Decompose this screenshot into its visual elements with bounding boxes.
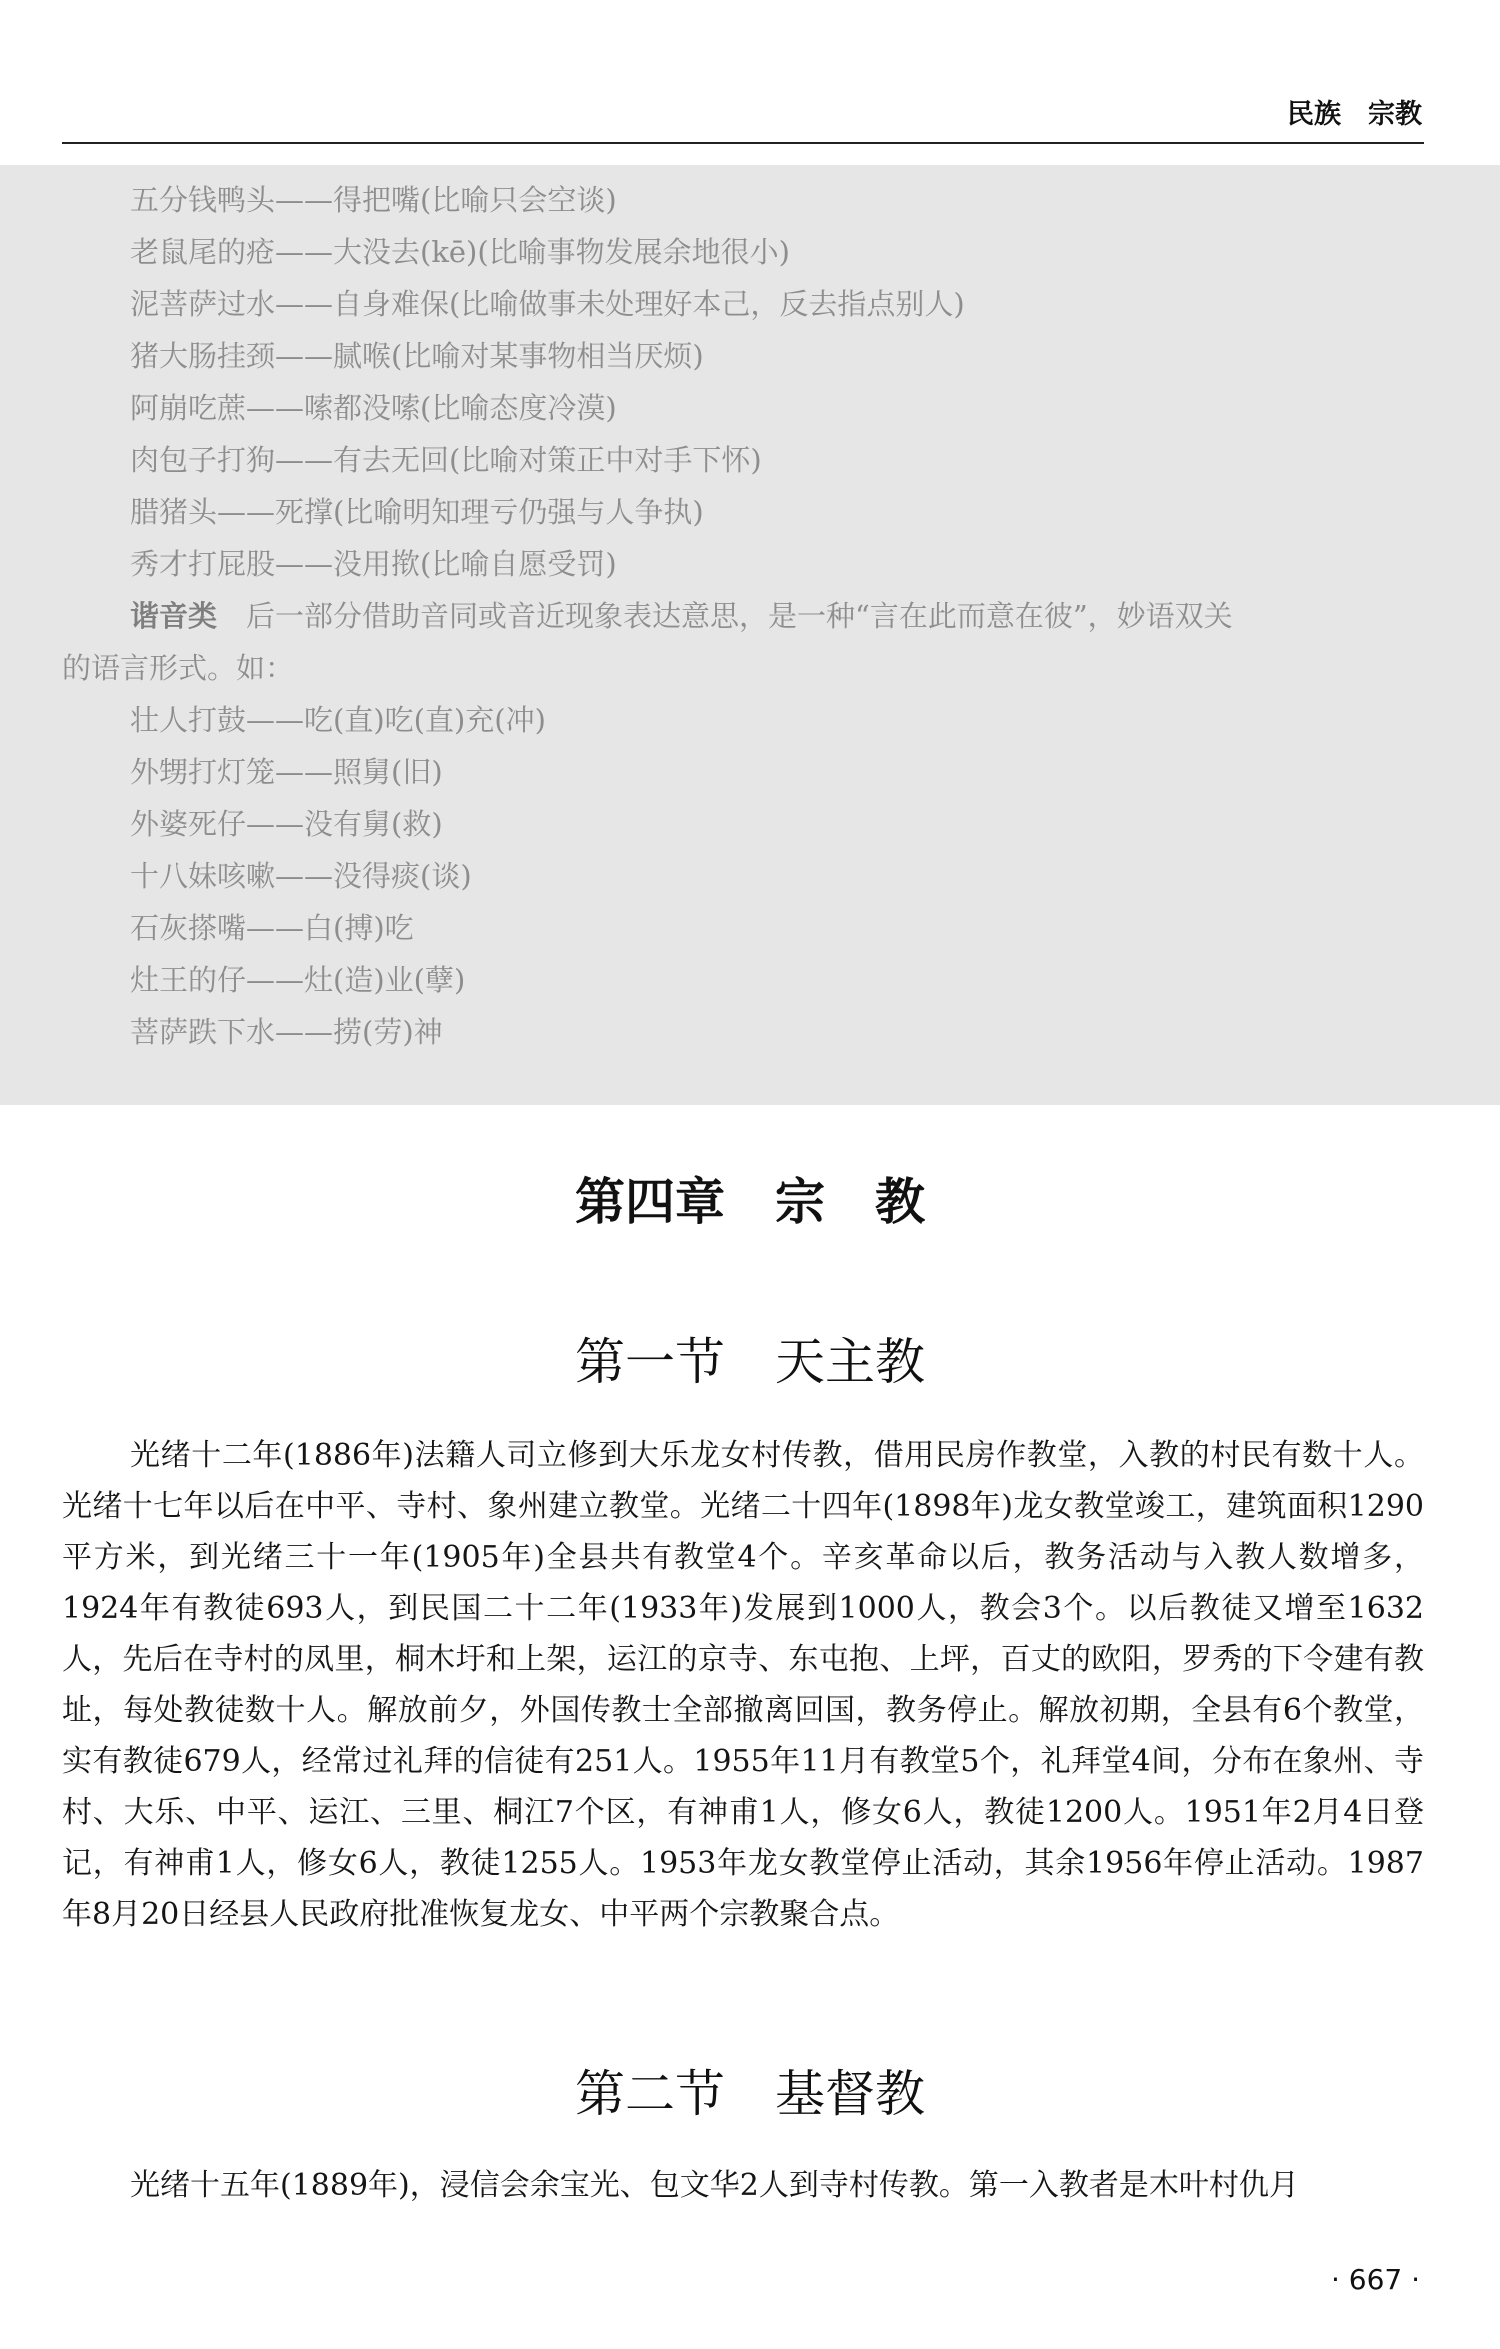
list-item: 菩萨跌下水——捞(劳)神	[130, 1015, 443, 1049]
homophone-intro	[62, 590, 1424, 642]
homophone-label: 谐音类	[130, 599, 218, 633]
list-item: 腊猪头——死撑(比喻明知理亏仍强与人争执)	[130, 495, 704, 529]
list-item: 十八妹咳嗽——没得痰(谈)	[130, 859, 472, 893]
list-item: 外甥打灯笼——照舅(旧)	[130, 755, 443, 789]
list-item: 肉包子打狗——有去无回(比喻对策正中对手下怀)	[130, 443, 762, 477]
list-item: 石灰搽嘴——白(搏)吃	[130, 911, 414, 945]
list-item: 老鼠尾的疮——大没去(kē)(比喻事物发展余地很小)	[130, 235, 790, 269]
list-item: 猪大肠挂颈——腻喉(比喻对某事物相当厌烦)	[130, 339, 704, 373]
paragraph-catholicism: 光绪十二年(1886年)法籍人司立修到大乐龙女村传教，借用民房作教堂，入教的村民有数十人。光绪十七年以后在中平、寺村、象州建立教堂。光绪二十四年(1898年)龙女教堂竣工，建筑面积1290平方米，到光绪三十一年(1905年)全县共有教堂4个。辛亥革命以后，教务活动与入教人数增多，1924年有教徒693人，到民国二十二年(1933年)发展到1000人，教会3个。以后教徒又增至1632人，先后在寺村的凤里，桐木圩和上架，运江的京寺、东屯抱、上坪，百丈的欧阳，罗秀的下令建有教址，每处教徒数十人。解放前夕，外国传教士全部撤离回国，教务停止。解放初期，全县有6个教堂，实有教徒679人，经常过礼拜的信徒有251人。1955年11月有教堂5个，礼拜堂4间，分布在象州、寺村、大乐、中平、运江、三里、桐江7个区，有神甫1人，修女6人，教徒1200人。1951年2月4日登记，有神甫1人，修女6人，教徒1255人。1953年龙女教堂停止活动，其余1956年停止活动。1987年8月20日经县人民政府批准恢复龙女、中平两个宗教聚合点。	[62, 1438, 1424, 1932]
list-item: 泥菩萨过水——自身难保(比喻做事未处理好本己，反去指点别人)	[130, 287, 965, 321]
list-item: 壮人打鼓——吃(直)吃(直)充(冲)	[130, 703, 546, 737]
homophone-desc-continued: 的语言形式。如：	[62, 651, 295, 685]
chapter-title: 第四章 宗 教	[575, 1173, 925, 1231]
paragraph-christianity: 光绪十五年(1889年)，浸信会余宝光、包文华2人到寺村传教。第一入教者是木叶村仇月	[130, 2168, 1299, 2203]
section-title-catholicism: 第一节 天主教	[575, 1333, 925, 1391]
list-item: 秀才打屁股——没用揿(比喻自愿受罚)	[130, 547, 617, 581]
list-item: 外婆死仔——没有舅(救)	[130, 807, 443, 841]
list-item: 五分钱鸭头——得把嘴(比喻只会空谈)	[130, 183, 617, 217]
page-number: · 667 ·	[1330, 2263, 1420, 2296]
section-title-christianity: 第二节 基督教	[575, 2065, 925, 2123]
list-item: 阿崩吃蔗——嗦都没嗦(比喻态度冷漠)	[130, 391, 617, 425]
list-item: 灶王的仔——灶(造)业(孽)	[130, 963, 466, 997]
header-rule	[62, 142, 1424, 144]
running-head: 民族 宗教	[1287, 99, 1422, 130]
homophone-desc: 后一部分借助音同或音近现象表达意思，是一种“言在此而意在彼”，妙语双关	[246, 599, 1233, 633]
proverb-list	[62, 174, 1424, 1058]
